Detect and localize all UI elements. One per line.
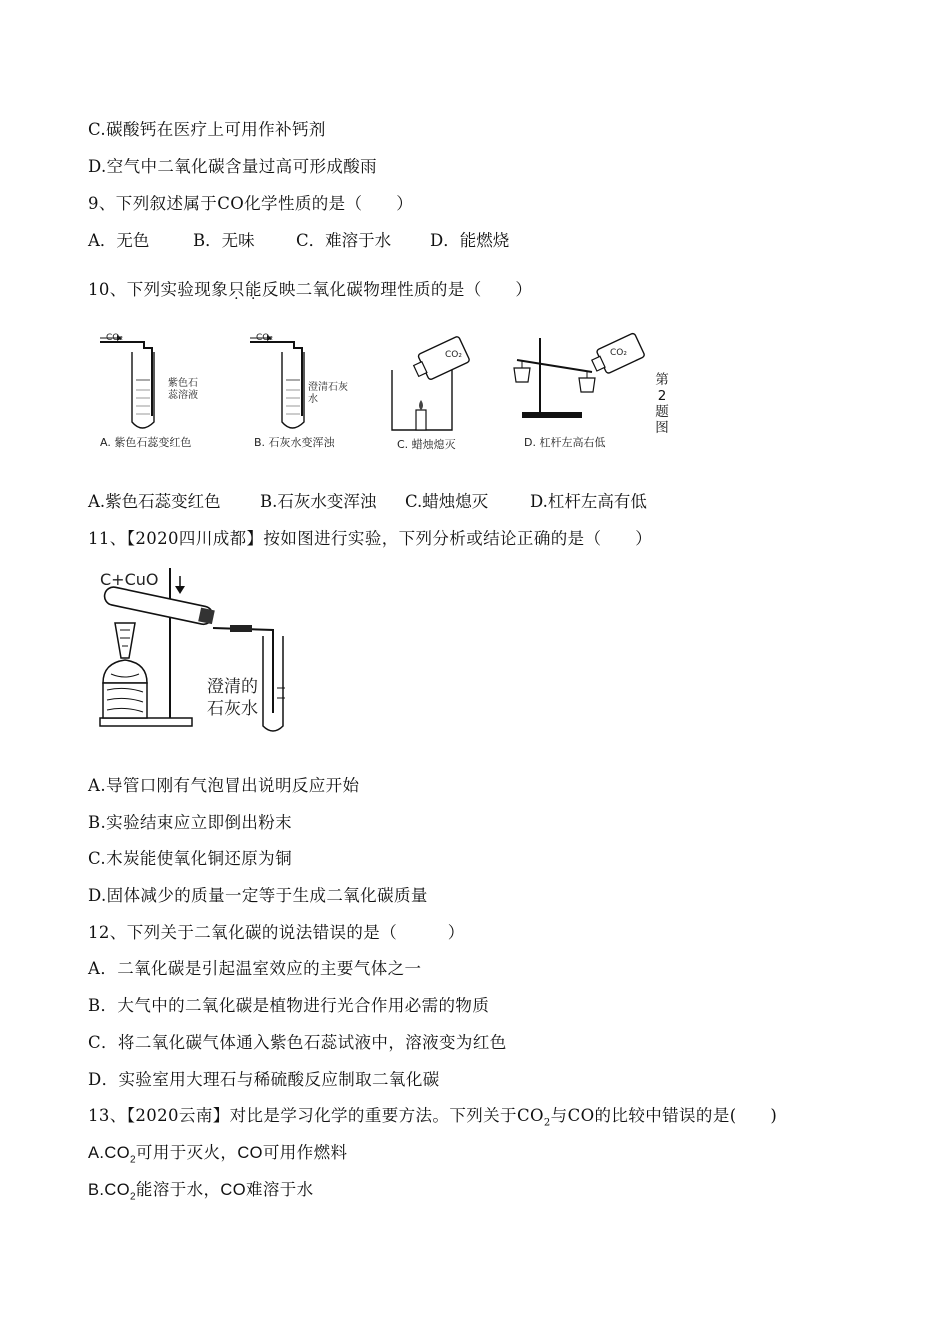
fig-a-caption: A. 紫色石蕊变红色 bbox=[100, 436, 192, 449]
q9-option-a: A．无色 bbox=[88, 231, 150, 250]
q13-stem bbox=[88, 1104, 777, 1135]
q10-stem bbox=[88, 278, 532, 302]
fig-d-gas: CO₂ bbox=[610, 348, 627, 358]
fig-b-gas: CO₂ bbox=[256, 333, 273, 343]
q11-option-b: B.实验结束应立即倒出粉末 bbox=[88, 813, 293, 832]
q13-option-a bbox=[88, 1141, 347, 1172]
q13-option-b-subscript: 2 bbox=[129, 1191, 136, 1203]
q13-co-formula: CO bbox=[567, 1106, 595, 1125]
fig-b-caption: B. 石灰水变浑浊 bbox=[254, 436, 335, 449]
q12-option-a: A．二氧化碳是引起温室效应的主要气体之一 bbox=[88, 959, 422, 978]
q10-emphasis-2: 能 bbox=[245, 280, 262, 299]
fig-a-liquid: 紫色石蕊溶液 bbox=[168, 378, 198, 401]
q13-stem-part-1: 13、【2020云南】对比是学习化学的重要方法。下列关于 bbox=[88, 1106, 517, 1125]
q10-emphasis-1: 只 bbox=[228, 280, 246, 299]
fig-a-apparatus bbox=[100, 335, 154, 428]
q13-option-b-text-2: 难溶于水 bbox=[245, 1181, 314, 1199]
q8-option-c: C.碳酸钙在医疗上可用作补钙剂 bbox=[88, 120, 326, 139]
q12-option-c: C．将二氧化碳气体通入紫色石蕊试液中，溶液变为红色 bbox=[88, 1033, 507, 1052]
figure-side-note: 第2题图 bbox=[655, 372, 669, 436]
q9-option-b: B．无味 bbox=[193, 231, 255, 250]
q13-co2-subscript: 2 bbox=[543, 1117, 551, 1129]
q13-option-b-text-1: 能溶于水， bbox=[135, 1181, 221, 1199]
q12-option-d: D．实验室用大理石与稀硫酸反应制取二氧化碳 bbox=[88, 1070, 440, 1089]
fig-b-apparatus bbox=[250, 335, 304, 428]
fig-d-caption: D. 杠杆左高右低 bbox=[524, 436, 606, 449]
q10-option-a: A.紫色石蕊变红色 bbox=[88, 492, 221, 511]
fig-c-gas: CO₂ bbox=[445, 350, 462, 360]
q10-option-d: D.杠杆左高有低 bbox=[530, 492, 647, 511]
q9-stem: 9、下列叙述属于CO化学性质的是（ ） bbox=[88, 194, 414, 213]
q12-stem: 12、下列关于二氧化碳的说法错误的是（ ） bbox=[88, 923, 465, 942]
q10-figure bbox=[92, 330, 652, 455]
q11-figure-svg bbox=[95, 568, 305, 738]
q13-option-b-formula: B.CO bbox=[88, 1181, 130, 1199]
q10-stem-suffix: 反映二氧化碳物理性质的是（ ） bbox=[261, 280, 533, 299]
q9-option-c: C．难溶于水 bbox=[296, 231, 392, 250]
q13-option-b bbox=[88, 1178, 314, 1209]
q13-option-b-co: CO bbox=[220, 1181, 246, 1199]
q13-co2-formula: CO bbox=[516, 1106, 544, 1125]
fig-b-liquid: 澄清石灰水 bbox=[308, 382, 348, 405]
q13-option-a-formula: A.CO bbox=[88, 1144, 130, 1162]
q11-figure bbox=[95, 568, 305, 738]
q10-option-c: C.蜡烛熄灭 bbox=[405, 492, 489, 511]
fig-c-caption: C. 蜡烛熄灭 bbox=[397, 438, 456, 451]
q13-stem-part-2: 与 bbox=[550, 1106, 568, 1125]
q13-option-a-text: 可用于灭火，CO可用作燃料 bbox=[135, 1144, 348, 1162]
fig-d-apparatus bbox=[514, 333, 645, 418]
q11-option-c: C.木炭能使氧化铜还原为铜 bbox=[88, 849, 292, 868]
q11-liquid-label-2: 石灰水 bbox=[207, 699, 258, 719]
q13-stem-part-3: 的比较中错误的是( ) bbox=[594, 1106, 778, 1125]
q9-option-d: D．能燃烧 bbox=[430, 231, 510, 250]
q10-stem-prefix: 10、下列实验现象 bbox=[88, 280, 229, 299]
q11-liquid-label-1: 澄清的 bbox=[207, 677, 258, 697]
q13-option-a-subscript: 2 bbox=[129, 1154, 136, 1166]
fig-a-gas: CO₂ bbox=[106, 333, 123, 343]
q12-option-b: B．大气中的二氧化碳是植物进行光合作用必需的物质 bbox=[88, 996, 490, 1015]
q8-option-d: D.空气中二氧化碳含量过高可形成酸雨 bbox=[88, 157, 378, 176]
q11-reactant-label: C+CuO bbox=[100, 570, 159, 589]
q10-option-b: B.石灰水变浑浊 bbox=[260, 492, 377, 511]
q11-option-a: A.导管口刚有气泡冒出说明反应开始 bbox=[88, 776, 360, 795]
q11-stem: 11、【2020四川成都】按如图进行实验，下列分析或结论正确的是（ ） bbox=[88, 529, 653, 548]
q11-option-d: D.固体减少的质量一定等于生成二氧化碳质量 bbox=[88, 886, 428, 905]
